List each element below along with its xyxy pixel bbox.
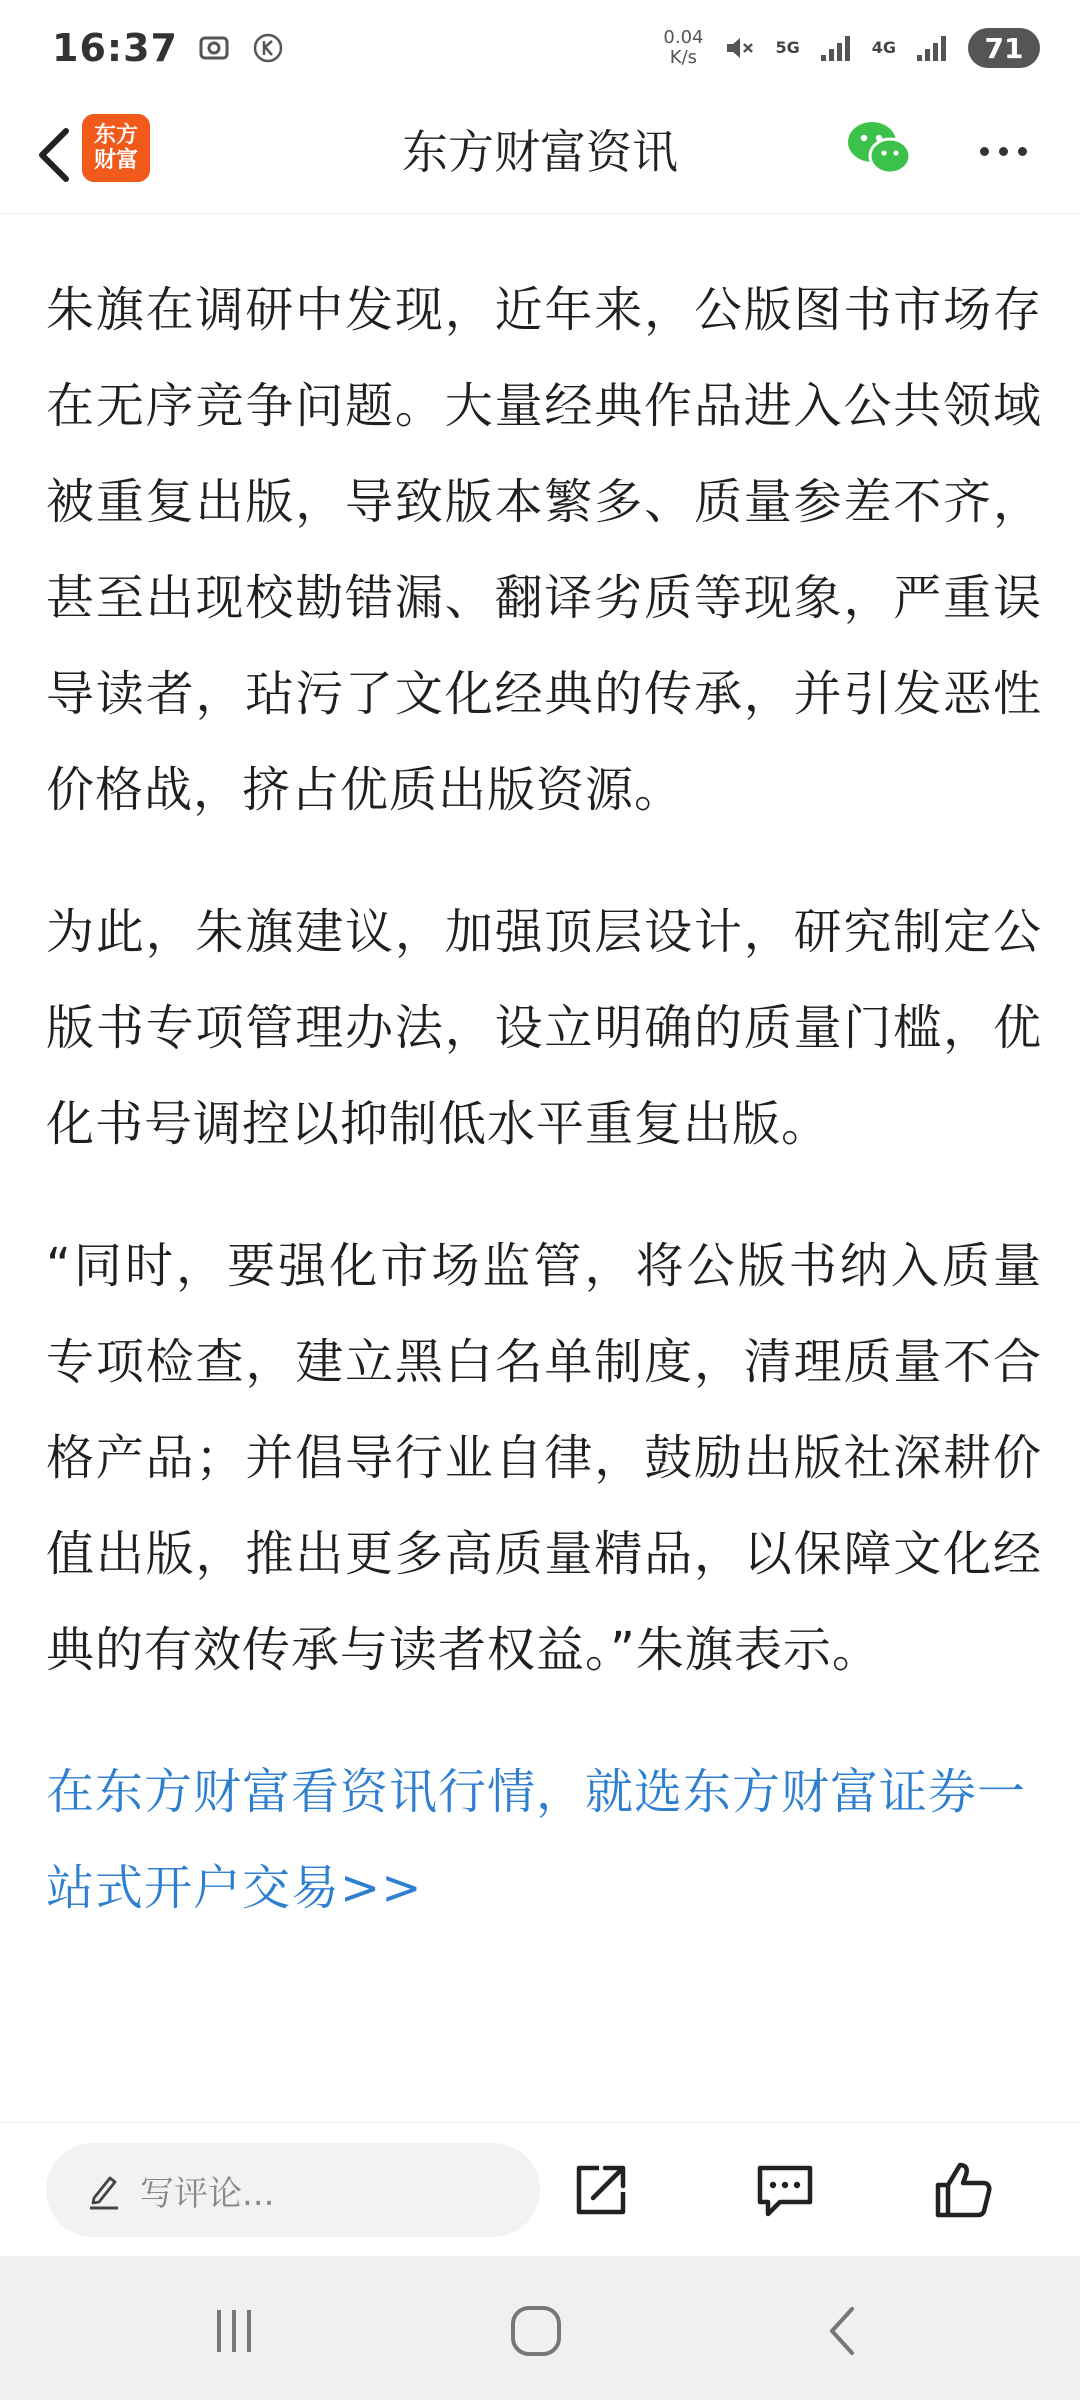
action-bar	[0, 2122, 1080, 2256]
status-time: 16:37	[52, 26, 178, 70]
comment-placeholder: 写评论...	[140, 2173, 275, 2214]
status-bar	[0, 0, 1080, 96]
back-icon	[34, 125, 74, 185]
more-button[interactable]	[970, 126, 1036, 176]
article-paragraph: 为此，朱旗建议，加强顶层设计，研究制定公版书专项管理办法，设立明确的质量门槛，优化书号调控以抑制低水平重复出版。	[46, 904, 1042, 1152]
wechat-icon	[846, 118, 912, 180]
like-button[interactable]	[926, 2153, 1000, 2227]
signal-1-icon	[818, 30, 854, 66]
speed-value: 0.04	[663, 27, 704, 48]
more-icon-dot	[999, 147, 1008, 156]
k-app-icon	[250, 30, 286, 66]
screenshot-icon	[196, 30, 232, 66]
logo-line2: 财富	[93, 148, 138, 173]
status-left	[52, 26, 286, 70]
back-button[interactable]	[22, 116, 86, 194]
home-button[interactable]	[496, 2296, 576, 2366]
wechat-share-button[interactable]	[846, 118, 912, 180]
nav-back-icon	[822, 2303, 862, 2359]
more-icon	[980, 147, 989, 156]
like-icon	[932, 2159, 994, 2221]
status-right	[663, 28, 1040, 68]
promo-link[interactable]: 在东方财富看资讯行情，就选东方财富证券一站式开户交易>>	[46, 1764, 1027, 1916]
home-icon	[508, 2303, 564, 2359]
comments-button[interactable]	[748, 2153, 822, 2227]
app-header	[0, 96, 1080, 214]
speed-unit: K/s	[669, 47, 698, 68]
article-paragraph: 朱旗在调研中发现，近年来，公版图书市场存在无序竞争问题。大量经典作品进入公共领域被重复出版，导致版本繁多、质量参差不齐，甚至出现校勘错漏、翻译劣质等现象，严重误导读者，玷污了文化经典的传承，并引发恶性价格战，挤占优质出版资源。	[46, 282, 1042, 818]
logo-line1: 东方	[93, 123, 138, 148]
network-speed	[663, 28, 703, 68]
nav-back-button[interactable]	[802, 2296, 882, 2366]
more-icon-dot	[1018, 147, 1027, 156]
comment-input[interactable]	[46, 2143, 540, 2237]
network-4g-label: 4G	[871, 38, 896, 57]
page-title: 东方财富资讯	[402, 125, 678, 179]
article-body	[46, 262, 1042, 1936]
system-nav-bar	[0, 2256, 1080, 2400]
recent-apps-icon	[209, 2306, 259, 2356]
article-paragraph: “同时，要强化市场监管，将公版书纳入质量专项检查，建立黑白名单制度，清理质量不合格产品；并倡导行业自律，鼓励出版社深耕价值出版，推出更多高质量精品，以保障文化经典的有效传承与读者权益。”朱旗表示。	[46, 1238, 1042, 1678]
battery-indicator: 71	[968, 28, 1040, 68]
mute-icon	[721, 30, 757, 66]
recent-apps-button[interactable]	[194, 2296, 274, 2366]
app-logo[interactable]	[82, 114, 150, 182]
comment-icon	[754, 2160, 816, 2220]
share-icon	[571, 2160, 631, 2220]
signal-2-icon	[914, 30, 950, 66]
share-button[interactable]	[564, 2153, 638, 2227]
network-5g-label: 5G	[775, 38, 800, 57]
pencil-icon	[86, 2170, 122, 2210]
